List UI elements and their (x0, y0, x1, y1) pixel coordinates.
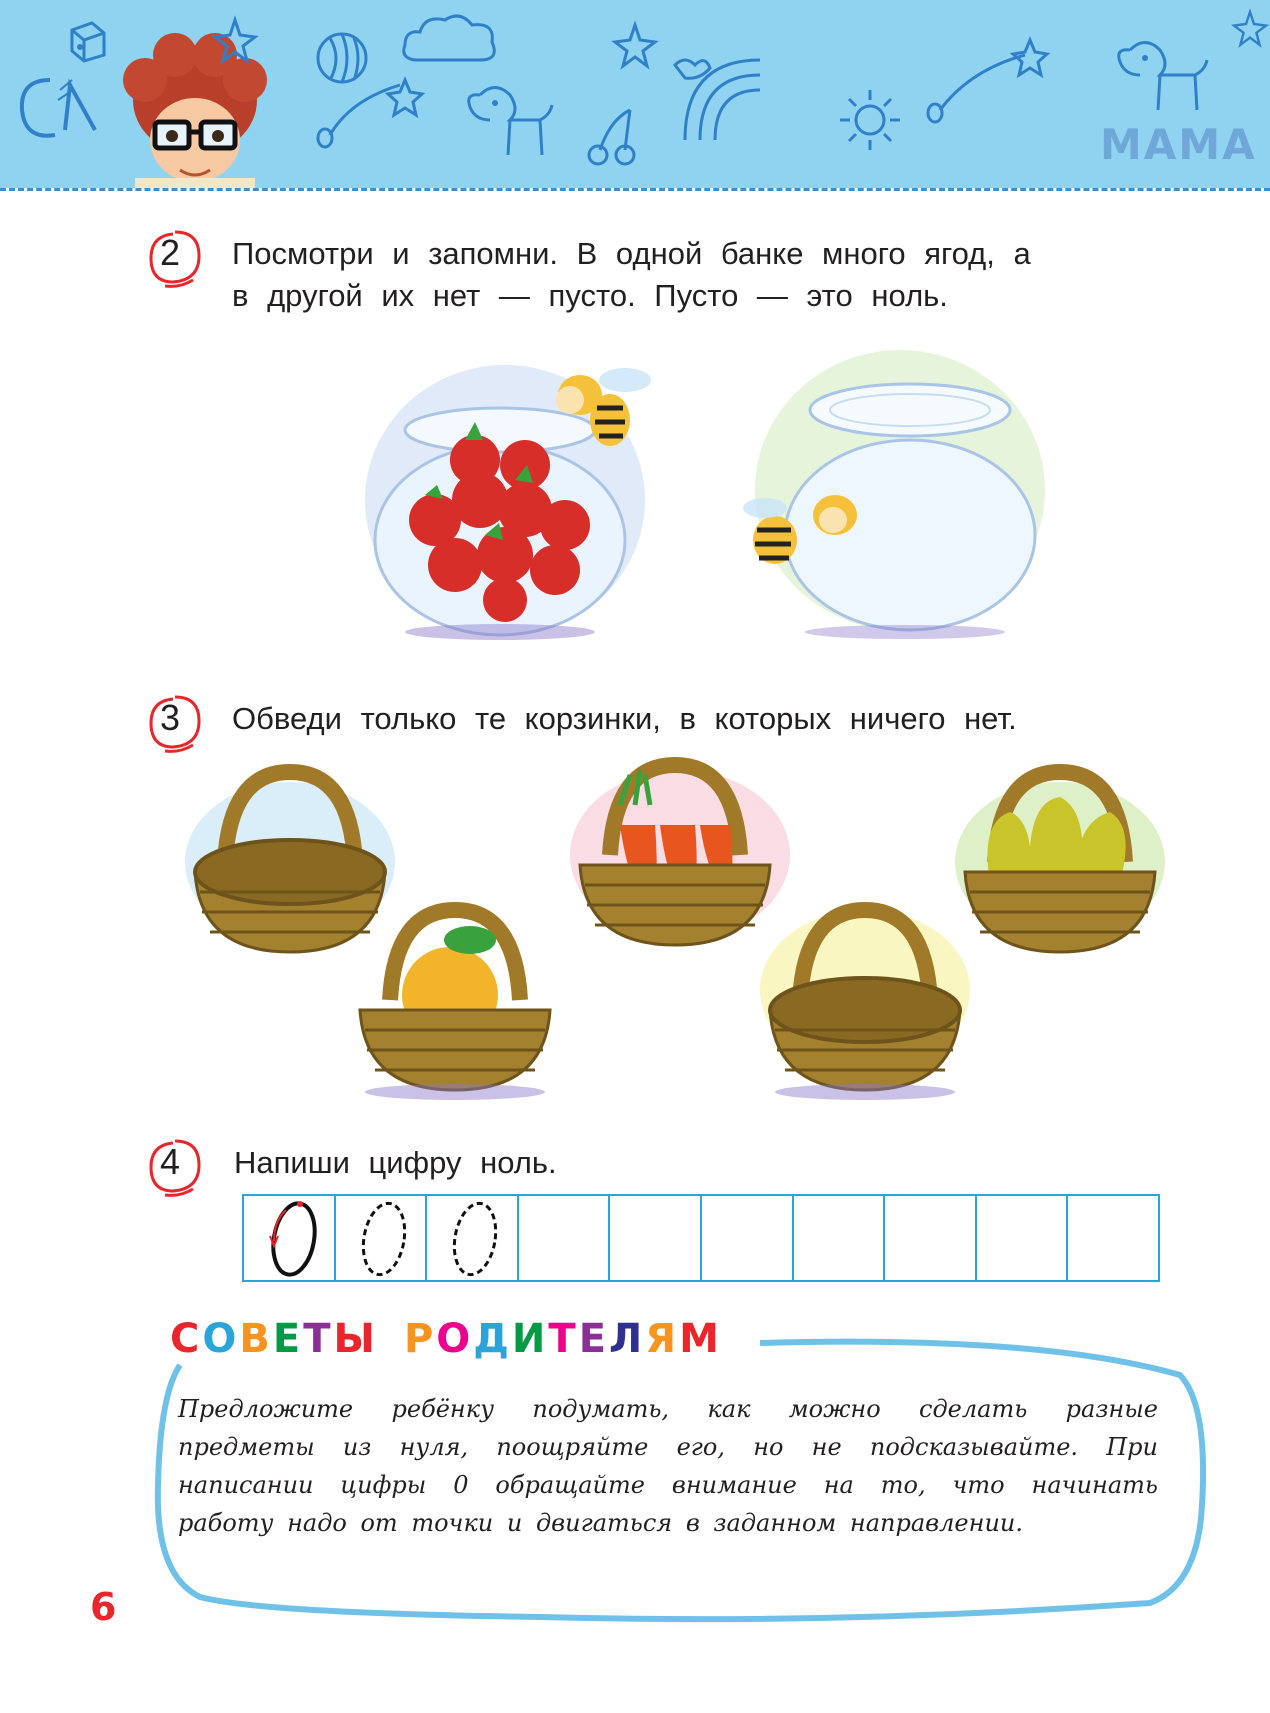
empty-jar-illustration (735, 340, 1045, 640)
task-number: 3 (159, 697, 181, 738)
writing-grid (242, 1194, 1160, 1282)
task-number-badge (145, 228, 195, 278)
advice-title-letter: В (239, 1316, 273, 1362)
dog-doodle (460, 75, 560, 165)
writing-cell-empty[interactable] (519, 1196, 611, 1280)
rainbow-doodle (670, 40, 790, 150)
advice-title-letter: Т (303, 1316, 334, 1362)
writing-cell-empty[interactable] (885, 1196, 977, 1280)
task-3-line1: Обведи только те корзинки, в которых ничего нет. (232, 701, 1017, 736)
header-word-mama: МАМА (1100, 120, 1257, 169)
comet-doodle (310, 60, 440, 150)
writing-cell-empty[interactable] (1068, 1196, 1158, 1280)
star-doodle (1230, 8, 1270, 48)
advice-title (170, 1316, 722, 1362)
dog-doodle (1110, 30, 1220, 120)
writing-cell-dotted[interactable] (427, 1196, 519, 1280)
advice-title-letter: Т (548, 1316, 579, 1362)
sun-doodle (830, 80, 910, 160)
star-doodle (610, 20, 660, 70)
advice-title-word2 (404, 1316, 722, 1362)
writing-cell-example[interactable] (244, 1196, 336, 1280)
advice-title-letter: Е (272, 1316, 304, 1362)
advice-title-letter: Е (578, 1316, 610, 1362)
task-number: 4 (159, 1141, 181, 1182)
task-4-line1: Напиши цифру ноль. (234, 1145, 557, 1180)
advice-title-letter: Р (403, 1316, 437, 1362)
advice-title-letter: О (202, 1316, 240, 1362)
letters-doodle (10, 60, 120, 150)
writing-cell-empty[interactable] (610, 1196, 702, 1280)
advice-title-letter: Ы (333, 1316, 378, 1362)
advice-title-letter: О (436, 1316, 474, 1362)
advice-text: Предложите ребёнку подумать, как можно сделать разные предметы из нуля, поощряйте его, но не подсказывайте. При написании цифры 0 обращайте внимание на то, что начинать работу надо от точки и двигаться в заданном направлении. (178, 1395, 1158, 1537)
advice-title-letter: М (679, 1316, 722, 1362)
page-number: 6 (90, 1585, 117, 1629)
empty-basket-2[interactable] (755, 880, 975, 1100)
jar-with-strawberries-illustration (365, 350, 655, 640)
task-number: 2 (159, 232, 181, 273)
star-doodle (210, 15, 260, 65)
advice-title-letter: Д (473, 1316, 512, 1362)
header-banner (0, 0, 1270, 188)
advice-title-letter: Я (645, 1316, 680, 1362)
header-divider (0, 188, 1270, 191)
task-2-line2: в другой их нет — пусто. Пусто — это ноль. (232, 278, 948, 313)
task-2-line1: Посмотри и запомни. В одной банке много ягод, а (232, 236, 1031, 271)
comet-doodle (920, 20, 1060, 130)
advice-title-letter: Л (609, 1316, 646, 1362)
cherries-doodle (580, 100, 650, 170)
apple-basket[interactable] (345, 880, 565, 1100)
cube-doodle (62, 15, 112, 65)
writing-cell-empty[interactable] (794, 1196, 886, 1280)
task-number-badge (145, 1137, 195, 1187)
advice-title-letter: И (511, 1316, 549, 1362)
advice-title-letter: С (170, 1316, 203, 1362)
task-number-badge (145, 693, 195, 743)
writing-cell-empty[interactable] (702, 1196, 794, 1280)
pear-basket[interactable] (950, 752, 1170, 962)
advice-title-word1 (170, 1316, 378, 1362)
writing-cell-dotted[interactable] (336, 1196, 428, 1280)
writing-cell-empty[interactable] (977, 1196, 1069, 1280)
